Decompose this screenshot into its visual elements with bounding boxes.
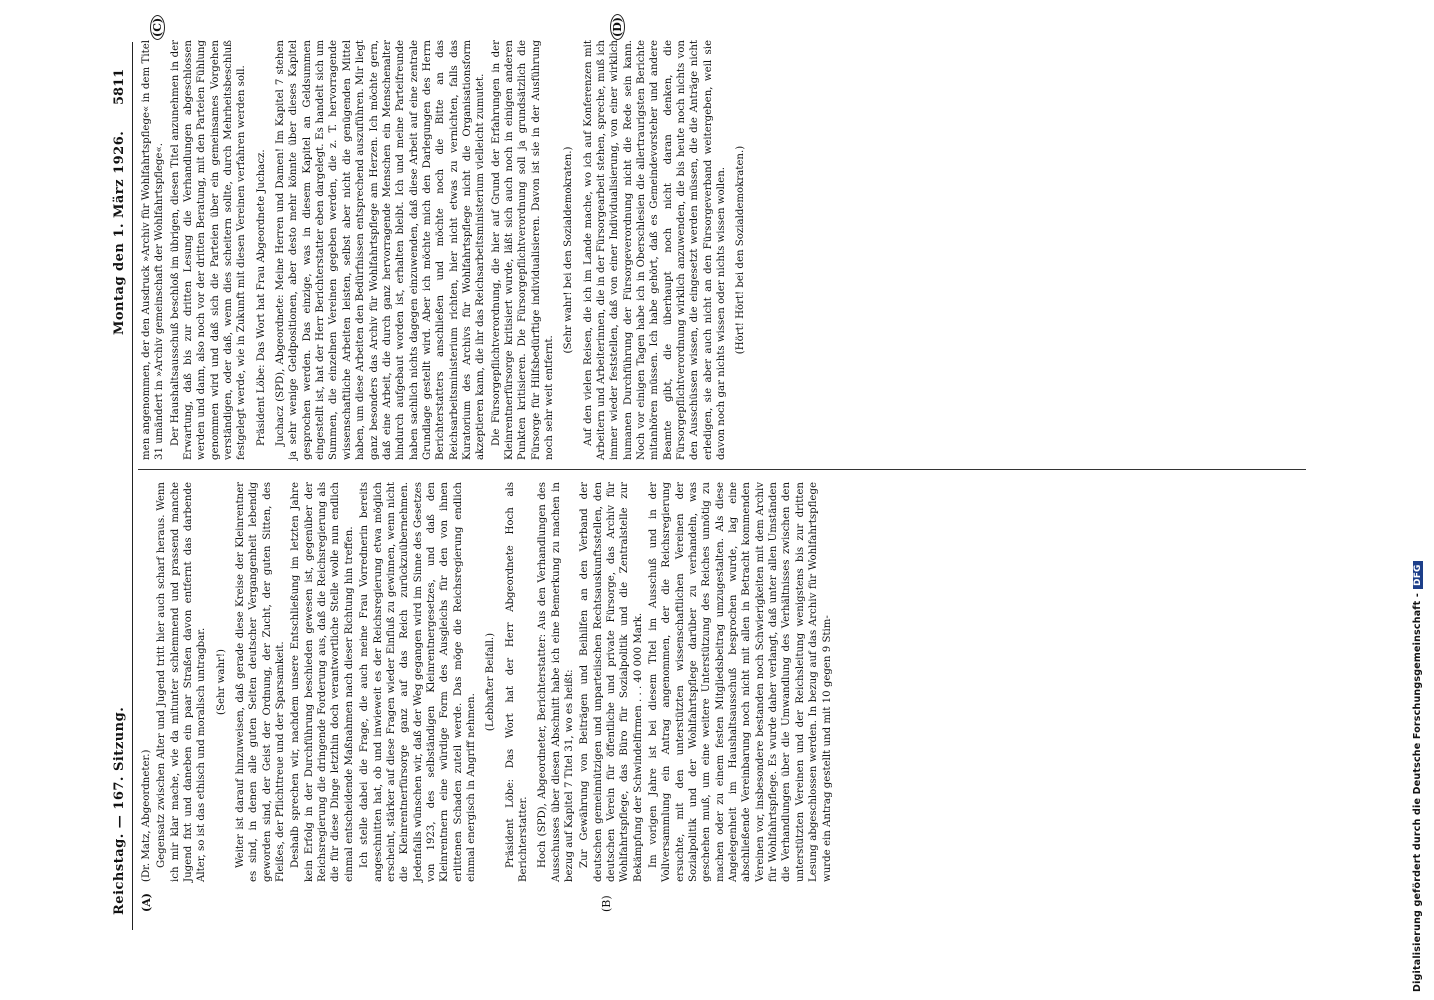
digitization-note-text: Digitalisierung gefördert durch die Deutsche Forschungsgemeinschaft - [1412,592,1423,992]
interjection: (Sehr wahr! bei den Sozialdemokraten.) [563,146,575,354]
paragraph: Weiter ist darauf hinzuweisen, daß gerade diese Kreise der Kleinrentner es sind, in denen alle guten Seiten deutscher Vergangenheit lebendig geworden sind, der Geist der Ordnung, der Zucht, der guten Sitten, des Fleißes, der Pflichttreue und der Sparsamkeit. [235,482,287,882]
budget-quote: Zur Gewährung von Beiträgen und Beihilfen an den Verband der deutschen gemeinnützigen und unparteiischen Rechtsauskunftsstellen, den deutschen Verein für öffentliche und private Fürsorge, das Archiv für Wohlfahrtspflege, das Büro für Sozialpolitik und die Zentralstelle zur Bekämpfung der Schwindelfirmen . . . 40 000 Mark. [579,482,644,882]
left-column [140,482,836,882]
paragraph: Ich stelle dabei die Frage, die auch meine Frau Vorrednerin bereits angeschnitten hat, ob und inwieweit es der Reichsregierung etwa möglich erscheint, stärker auf diese Fragen wieder Einfluß zu gewinnen, wenn nicht die Kleinrentnerfürsorge ganz auf das Reich zurückzuübernehmen. Jedenfalls wünschen wir, daß der Weg gegangen wird im Sinne des Gesetzes von 1923, des selbständigen Kleinrentnergesetzes, und daß den Kleinrentnern eine würdige Form des Ausgleichs für den von ihnen erlittenen Schaden zuteil werde. Das möge die Reichsregierung endlich einmal energisch in Angriff nehmen. [359,482,477,882]
header-page-number: 5811 [112,68,127,105]
margin-marker-b: (B) [600,895,613,912]
column-divider [138,469,1306,470]
margin-marker-c: (C) [150,15,165,40]
speaker-intro: (Dr. Matz, Abgeordneter.) [141,749,152,882]
right-column [140,40,754,460]
paragraph: Deshalb sprechen wir, nachdem unsere Entschließung im letzten Jahre kein Erfolg in der Durchführung beschieden gewesen ist, gegenüber der Reichsregierung die dringende Forderung aus, daß die Reichsregierung als die für diese Dinge letzthin doch verantwortliche Stelle wolle nun endlich einmal entscheidende Maßnahmen nach dieser Richtung hin treffen. [290,482,355,882]
paragraph: Im vorigen Jahre ist bei diesem Titel im Ausschuß und in der Vollversammlung ein Antrag angenommen, der die Reichsregierung ersuchte, mit den unterstützten wissenschaftlichen Vereinen der Sozialpolitik und der Wohlfahrtspflege darüber zu verhandeln, was geschehen muß, um eine weitere Unterstützung des Reiches unnötig zu machen oder zu einem festen Mitgliedsbeitrag umzugestalten. Als diese Angelegenheit im Haushaltsausschuß besprochen wurde, lag eine abschließende Vereinbarung noch nicht mit allen in Betracht kommenden Vereinen vor, insbesondere bestanden noch Schwierigkeiten mit dem Archiv für Wohlfahrtspflege. Es wurde daher verlangt, daß unter allen Umständen die Verhandlungen über die Umwandlung des Verhältnisses zwischen den unterstützten Vereinen und der Reichsleitung wenigstens bis zur dritten Lesung abgeschlossen werden. In bezug auf das Archiv für Wohlfahrtspflege wurde ein Antrag gestellt und mit 10 gegen 9 Stim- [648,482,833,882]
paragraph: Juchacz (SPD), Abgeordnete: Meine Herren und Damen! Im Kapitel 7 stehen ja sehr wenige Geldpositionen, aber desto mehr könnte über dieses Kapitel gesprochen werden. Das einzige, was in diesem Kapitel an Geldsummen eingestellt ist, hat der Herr Berichterstatter eben dargelegt. Es handelt sich um Summen, die einzelnen Vereinen gegeben werden, die z. T. hervorragende wissenschaftliche Arbeiten leisten, selbst aber nicht die genügenden Mittel haben, um diese Arbeiten den Bedürfnissen entsprechend auszuführen. Mir liegt ganz besonders das Archiv für Wohlfahrtspflege am Herzen. Ich möchte gern, daß eine Arbeit, die durch ganz hervorragende Menschen ein Menschenalter hindurch aufgebaut worden ist, erhalten bleibt. Ich und meine Parteifreunde haben sachlich nichts dagegen einzuwenden, daß diese Arbeit auf eine zentrale Grundlage gestellt wird. Aber ich möchte mich den Darlegungen des Herrn Berichterstatters anschließen und möchte noch die Bitte an das Reichsarbeitsministerium richten, hier nicht etwas zu vernichten, falls das Kuratorium des Archivs für Wohlfahrtspflege nicht die Organisationsform akzeptieren kann, die ihr das Reichsarbeitsministerium vielleicht zumutet. [275,40,487,460]
header-session: Reichstag. — 167. Sitzung. [112,706,127,915]
margin-marker-a: (A) [140,893,153,912]
margin-marker-d: (D) [610,14,625,40]
interjection: (Hört! Hört! bei den Sozialdemokraten.) [735,145,747,355]
president-statement: Präsident Löbe: Das Wort hat der Herr Abgeordnete Hoch als Berichterstatter. [504,482,529,882]
header-rule [132,42,133,930]
paragraph: Gegensatz zwischen Alter und Jugend tritt hier auch scharf heraus. Wenn ich mir klar mache, wie da mitunter schlemmend und prassend manche Jugend fixt und daneben ein paar Straßen davon entfernt das darbende Alter, so ist das ethisch und moralisch untragbar. [156,482,208,882]
paragraph: Hoch (SPD), Abgeordneter, Berichterstatter: Aus den Verhandlungen des Ausschusses über diesen Abschnitt habe ich eine Bemerkung zu machen in bezug auf Kapitel 7 Titel 31, wo es heißt: [537,482,575,882]
header-date: Montag den 1. März 1926. [112,130,127,335]
president-statement: Präsident Löbe: Das Wort hat Frau Abgeordnete Juchacz. [255,149,267,446]
interjection: (Lebhafter Beifall.) [485,632,497,732]
dfg-logo: DFG [1413,561,1423,589]
paragraph: Auf den vielen Reisen, die ich im Lande mache, wo ich auf Konferenzen mit Arbeitern und Arbeiterinnen, die in der Fürsorgearbeit stehen, spreche, muß ich immer wieder feststellen, daß von einer Individualisierung, von einer wirklich humanen Durchführung der Fürsorgeverordnung nicht die Rede sein kann. Noch vor einigen Tagen habe ich in Oberschlesien die allertraurigsten Berichte mitanhören müssen. Ich habe gehört, daß es Gemeindevorsteher und andere Beamte gibt, die überhaupt noch nicht daran denken, die Fürsorgepflichtverordnung wirklich anzuwenden, die bis heute noch nichts von den Ausschüssen wissen, die eingesetzt werden müssen, die die Anträge nicht erledigen, sie aber auch nicht an den Fürsorgeverband weitergeben, weil sie davon noch gar nichts wissen oder nichts wissen wollen. [582,40,728,460]
paragraph: Der Haushaltsausschuß beschloß im übrigen, diesen Titel anzunehmen in der Erwartung, daß bis zur dritten Lesung die Verhandlungen abgeschlossen werden und dann, also noch vor der dritten Beratung, mit den Parteien Fühlung genommen wird und daß sich die Parteien über ein gemeinsames Vorgehen verständigen, oder daß, wenn dies scheitern sollte, durch Mehrheitsbeschluß festgelegt werde, wie in Zukunft mit diesen Vereinen verfahren werden soll. [169,40,248,460]
interjection: (Sehr wahr!) [215,649,227,715]
digitization-note [1412,2,1423,992]
paragraph: Die Fürsorgepflichtverordnung, die hier auf Grund der Erfahrungen in der Kleinrentnerfürsorge kritisiert wurde, läßt sich auch noch in einigen anderen Punkten kritisieren. Die Fürsorgepflichtverordnung soll ja grundsätzlich die Fürsorge für Hilfsbedürftige individualisieren. Davon ist sie in der Ausführung noch sehr weit entfernt. [490,40,555,460]
paragraph: men angenommen, der den Ausdruck »Archiv für Wohlfahrtspflege« in dem Titel 31 umändert in »Archiv gemeinschaft der Wohlfahrtspflege«. [141,40,166,460]
